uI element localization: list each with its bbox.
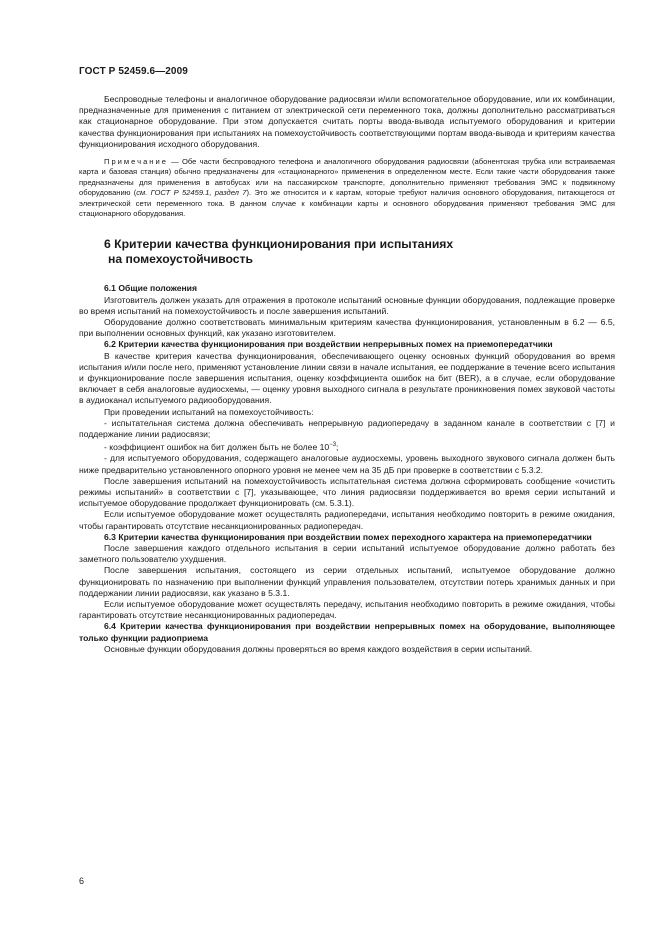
intro-paragraph: Беспроводные телефоны и аналогичное оборудование радиосвязи и/или вспомогательное оборудование, или их комбинации, предназначенные для применения с питанием от электрической сети переменного тока, должны дополнительно рассматриваться как стационарное оборудование. При этом допускается считать порты ввода-вывода испытуемого оборудования и критерии качества функционирования при испытаниях на помехоустойчивость соответствующими портам ввода-вывода и критериям качества функционирования исходного оборудования. (79, 94, 615, 149)
section-6-heading-line2: на помехоустойчивость (108, 252, 253, 267)
s63-paragraph-1: После завершения каждого отдельного испытания в серии испытаний испытуемое оборудование должно работать без заметного пользователю ухудшения. (79, 542, 615, 565)
page-number: 6 (79, 876, 85, 886)
s62-bullet-1: - испытательная система должна обеспечивать непрерывную радиопередачу в заданном канале в соответствии с [7] и поддержание линии радиосвязи; (79, 417, 615, 440)
section-6-heading-line1: 6 Критерии качества функционирования при испытаниях (104, 237, 454, 252)
running-header: ГОСТ Р 52459.6—2009 (79, 66, 188, 77)
s62-paragraph-1: В качестве критерия качества функционирования, обеспечивающего оценку основных функций оборудования во время испытания и/или после него, применяют установление линии связи в начале испытания, ее поддержание в течение всего испытания и функционирование после завершения испытания, оценку коэффициента ошибок на бит (BER), а в случае, если оборудование включает в себя аналоговые аудиосхемы, — оценку уровня выходного сигнала в результате проникновения помех звуковой частоты в аудиоканал испытуемого радиооборудования. (79, 350, 615, 406)
note-text: — Обе части беспроводного телефона и аналогичного оборудования радиосвязи (абонентская трубка или встраиваемая карта и базовая станция) обычно предназначены для «стационарного» применения в определенном месте. Если такие части оборудования также предназначены для применения в автобусах или на пассажирском транспорте, дополнительно применяют требования ЭМС к подвижному оборудованию ( (79, 157, 615, 198)
s64-paragraph-1: Основные функции оборудования должны проверяться во время каждого воздействия в серии испытаний. (104, 643, 533, 654)
section-6-heading (104, 237, 615, 267)
s62-paragraph-3: После завершения испытаний на помехоустойчивость испытательная система должна сформировать сообщение «очистить режимы испытаний» в соответствии с [7], указывающее, что линия радиосвязи поддерживается во время серии испытаний и испытуемое оборудование продолжает функционировать (см. 5.3.1). (79, 475, 615, 509)
subsection-6-2-heading: 6.2 Критерии качества функционирования при воздействии непрерывных помех на приемопередатчики (104, 339, 553, 350)
s62-bullet-2-end: ; (336, 442, 339, 453)
s62-bullet-3: - для испытуемого оборудования, содержащего аналоговые аудиосхемы, уровень выходного звукового сигнала должен быть ниже предварительно установленного опорного уровня не менее чем на 35 дБ при проверке в соответствии с 5.3.2. (79, 453, 615, 475)
s62-paragraph-2: При проведении испытаний на помехоустойчивость: (104, 406, 314, 417)
s63-paragraph-3: Если испытуемое оборудование может осуществлять передачу, испытания необходимо повторить в режиме ожидания, чтобы гарантировать отсутствие несанкционированных радиопередач. (79, 599, 615, 621)
note-label: Примечание (104, 157, 168, 167)
page-body (79, 94, 615, 655)
s63-paragraph-2: После завершения испытания, состоящего из серии отдельных испытаний, испытуемое оборудование должно функционировать по назначению при выполнении функций управления пользователем, отсутствии потерь хранимых данных и при поддержании линии радиосвязи, как указано в 5.3.1. (79, 565, 615, 598)
s62-bullet-2-text: - коэффициент ошибок на бит должен быть не более 10 (104, 442, 330, 453)
subsection-6-1-heading: 6.1 Общие положения (104, 283, 197, 294)
note-text-end: ). Это же относится и к картам, которые требуют наличия основного оборудования, питающегося от электрической сети переменного тока. В данном случае к комбинации карты и основного оборудования применяют требования ЭМС для стационарного оборудования. (79, 188, 615, 219)
subsection-6-4-heading: 6.4 Критерии качества функционирования при воздействии непрерывных помех на оборудование, выполняющее только функции радиоприема (79, 621, 615, 643)
s62-paragraph-4: Если испытуемое оборудование может осуществлять радиопередачи, испытания необходимо повторить в режиме ожидания, чтобы гарантировать отсутствие несанкционированных радиопередач. (79, 509, 615, 531)
note-reference: см. ГОСТ Р 52459.1, раздел 7 (136, 188, 247, 198)
s62-bullet-2 (79, 440, 615, 453)
s61-paragraph-2: Оборудование должно соответствовать минимальным критериям качества функционирования, установленным в 6.2 — 6.5, при выполнении основных функций, как указано изготовителем. (79, 317, 615, 339)
note-paragraph (79, 157, 615, 219)
subsection-6-3-heading: 6.3 Критерии качества функционирования при воздействии помех переходного характера на приемопередатчики (104, 531, 592, 542)
s61-paragraph-1: Изготовитель должен указать для отражения в протоколе испытаний основные функции оборудования, подлежащие проверке во время испытаний на помехоустойчивость и после завершения испытаний. (79, 294, 615, 316)
s62-bullet-2-exponent: −3 (329, 442, 337, 449)
